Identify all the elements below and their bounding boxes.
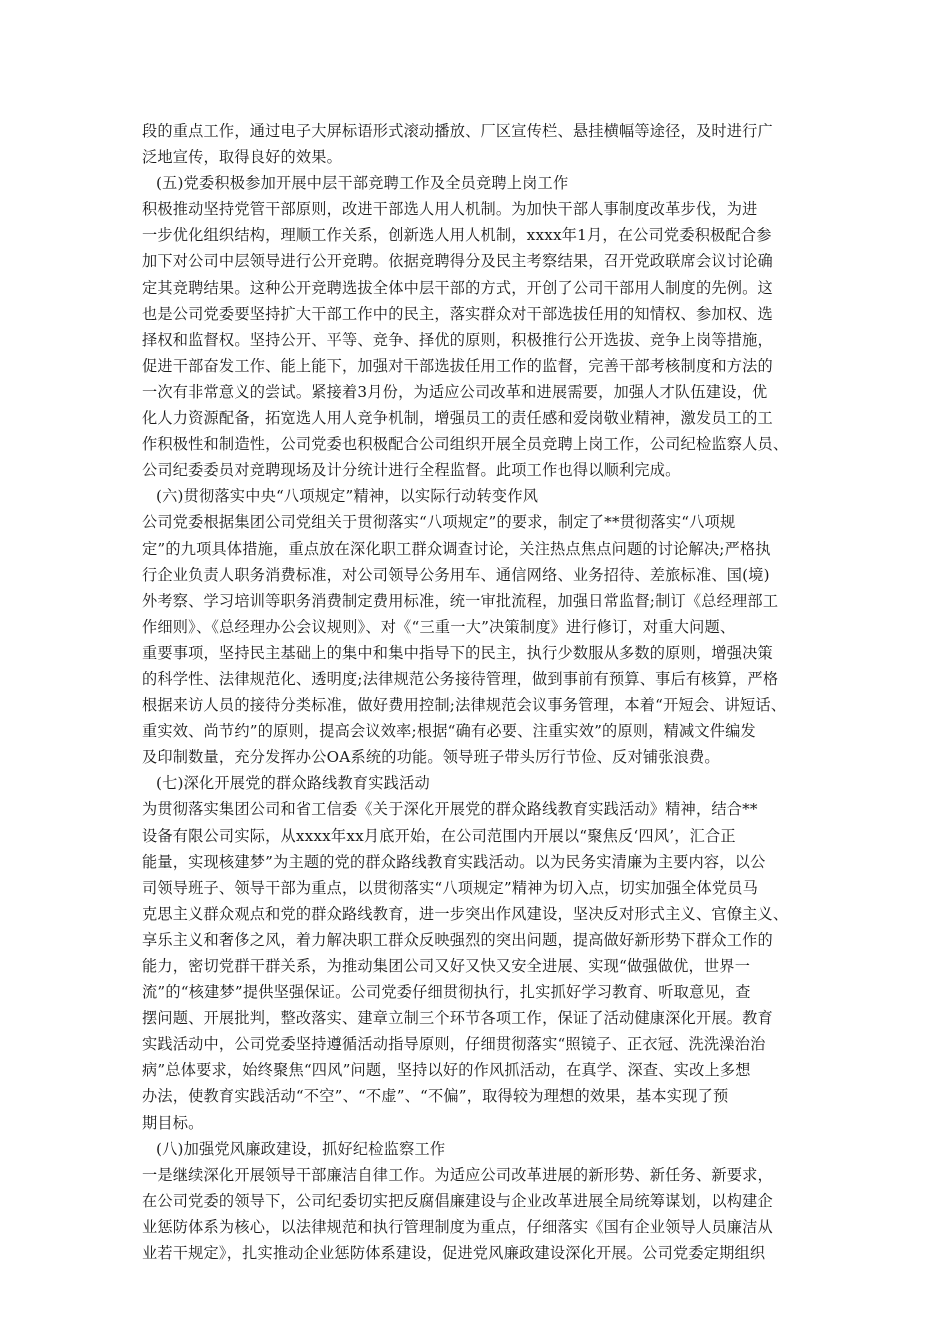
text-line: 司领导班子、领导干部为重点，以贯彻落实“八项规定”精神为切入点，切实加强全体党员马: [142, 878, 759, 897]
paragraph: [142, 196, 806, 483]
text-line: 择权和监督权。坚持公开、平等、竞争、择优的原则，积极推行公开选拔、竞争上岗等措施，: [142, 330, 773, 349]
section-heading: [142, 483, 806, 509]
text-line: 的科学性、法律规范化、透明度;法律规范公务接待管理，做到事前有预算、事后有核算，严格: [142, 669, 779, 688]
text-line: 也是公司党委要坚持扩大干部工作中的民主，落实群众对干部选拔任用的知情权、参加权、选: [142, 304, 773, 323]
section-heading: [142, 170, 806, 196]
text-line: 公司纪委委员对竞聘现场及计分统计进行全程监督。此项工作也得以顺利完成。: [142, 461, 681, 480]
text-line: 为贯彻落实集团公司和省工信委《关于深化开展党的群众路线教育实践活动》精神，结合**: [142, 800, 758, 819]
text-line: 定”的九项具体措施，重点放在深化职工群众调查讨论，关注热点焦点问题的讨论解决;严格执: [142, 539, 771, 558]
document-body: [142, 118, 806, 1266]
text-line: 克思主义群众观点和党的群众路线教育，进一步突出作风建设，坚决反对形式主义、官僚主义、: [142, 904, 789, 923]
section-heading: [142, 770, 806, 796]
text-line: 重要事项，坚持民主基础上的集中和集中指导下的民主，执行少数服从多数的原则，增强决策: [142, 643, 773, 662]
text-line: 办法，使教育实践活动“不空”、“不虚”、“不偏”，取得较为理想的效果，基本实现了预: [142, 1087, 729, 1106]
text-line: 一步优化组织结构，理顺工作关系，创新选人用人机制，xxxx年1月，在公司党委积极配合参: [142, 226, 772, 245]
text-line: 化人力资源配备，拓宽选人用人竞争机制，增强员工的责任感和爱岗敬业精神，激发员工的工: [142, 409, 773, 428]
section-heading: [142, 1136, 806, 1162]
paragraph: [142, 1162, 806, 1266]
text-line: 能量，实现核建梦”为主题的党的群众路线教育实践活动。以为民务实清廉为主要内容，以公: [142, 852, 766, 871]
text-line: 业惩防体系为核心，以法律规范和执行管理制度为重点，仔细落实《国有企业领导人员廉洁从: [142, 1217, 773, 1236]
text-line: 在公司党委的领导下，公司纪委切实把反腐倡廉建设与企业改革进展全局统筹谋划，以构建企: [142, 1191, 773, 1210]
text-line: (六)贯彻落实中央“八项规定”精神，以实际行动转变作风: [156, 487, 539, 506]
text-line: 病”总体要求，始终聚焦“四风”问题，坚持以好的作风抓活动，在真学、深查、实改上多想: [142, 1061, 751, 1080]
text-line: 享乐主义和奢侈之风，着力解决职工群众反映强烈的突出问题，提高做好新形势下群众工作的: [142, 930, 773, 949]
text-line: 摆问题、开展批判，整改落实、建章立制三个环节各项工作，保证了活动健康深化开展。教育: [142, 1009, 773, 1028]
text-line: 泛地宣传，取得良好的效果。: [142, 148, 343, 167]
text-line: 积极推动坚持党管干部原则，改进干部选人用人机制。为加快干部人事制度改革步伐，为进: [142, 200, 758, 219]
paragraph: [142, 509, 806, 770]
text-line: 重实效、尚节约”的原则，提高会议效率;根据“确有必要、注重实效”的原则，精减文件编发: [142, 722, 756, 741]
text-line: 一次有非常意义的尝试。紧接着3月份，为适应公司改革和进展需要，加强人才队伍建设，优: [142, 382, 768, 401]
text-line: 作积极性和制造性，公司党委也积极配合公司组织开展全员竞聘上岗工作，公司纪检监察人员、: [142, 435, 789, 454]
text-line: 根据来访人员的接待分类标准，做好费用控制;法律规范会议事务管理，本着“开短会、讲短话、: [142, 696, 787, 715]
text-line: 业若干规定》，扎实推动企业惩防体系建设，促进党风廉政建设深化开展。公司党委定期组织: [142, 1244, 766, 1263]
paragraph: [142, 118, 806, 170]
text-line: 及印制数量，充分发挥办公OA系统的功能。领导班子带头厉行节俭、反对铺张浪费。: [142, 748, 720, 767]
text-line: 实践活动中，公司党委坚持遵循活动指导原则，仔细贯彻落实“照镜子、正衣冠、洗洗澡治治: [142, 1035, 766, 1054]
text-line: (五)党委积极参加开展中层干部竞聘工作及全员竞聘上岗工作: [156, 174, 569, 193]
text-line: 流”的“核建梦”提供坚强保证。公司党委仔细贯彻执行，扎实抓好学习教育、听取意见，查: [142, 983, 751, 1002]
paragraph: [142, 796, 806, 1135]
text-line: 作细则》、《总经理办公会议规则》、对《“三重一大”决策制度》进行修订，对重大问题、: [142, 617, 736, 636]
text-line: 段的重点工作，通过电子大屏标语形式滚动播放、厂区宣传栏、悬挂横幅等途径，及时进行广: [142, 122, 773, 140]
text-line: 能力，密切党群干群关系，为推动集团公司又好又快又安全进展、实现“做强做优，世界一: [142, 957, 751, 975]
text-line: 外考察、学习培训等职务消费制定费用标准，统一审批流程，加强日常监督;制订《总经理部工: [142, 591, 779, 610]
text-line: (七)深化开展党的群众路线教育实践活动: [156, 774, 430, 793]
text-line: 设备有限公司实际，从xxxx年xx月底开始，在公司范围内开展以“聚焦反‘四风’，汇合正: [142, 826, 736, 845]
text-line: 公司党委根据集团公司党组关于贯彻落实“八项规定”的要求，制定了**贯彻落实“八项规: [142, 513, 736, 532]
text-line: 一是继续深化开展领导干部廉洁自律工作。为适应公司改革进展的新形势、新任务、新要求，: [142, 1165, 773, 1184]
text-line: 促进干部奋发工作、能上能下，加强对干部选拔任用工作的监督，完善干部考核制度和方法的: [142, 356, 773, 375]
text-line: 加下对公司中层领导进行公开竞聘。依据竞聘得分及民主考察结果，召开党政联席会议讨论确: [142, 252, 773, 271]
text-line: 定其竞聘结果。这种公开竞聘选拔全体中层干部的方式，开创了公司干部用人制度的先例。这: [142, 278, 773, 297]
text-line: 行企业负责人职务消费标准，对公司领导公务用车、通信网络、业务招待、差旅标准、国(境): [142, 565, 770, 584]
text-line: (八)加强党风廉政建设，抓好纪检监察工作: [156, 1139, 446, 1158]
text-line: 期目标。: [142, 1113, 204, 1132]
